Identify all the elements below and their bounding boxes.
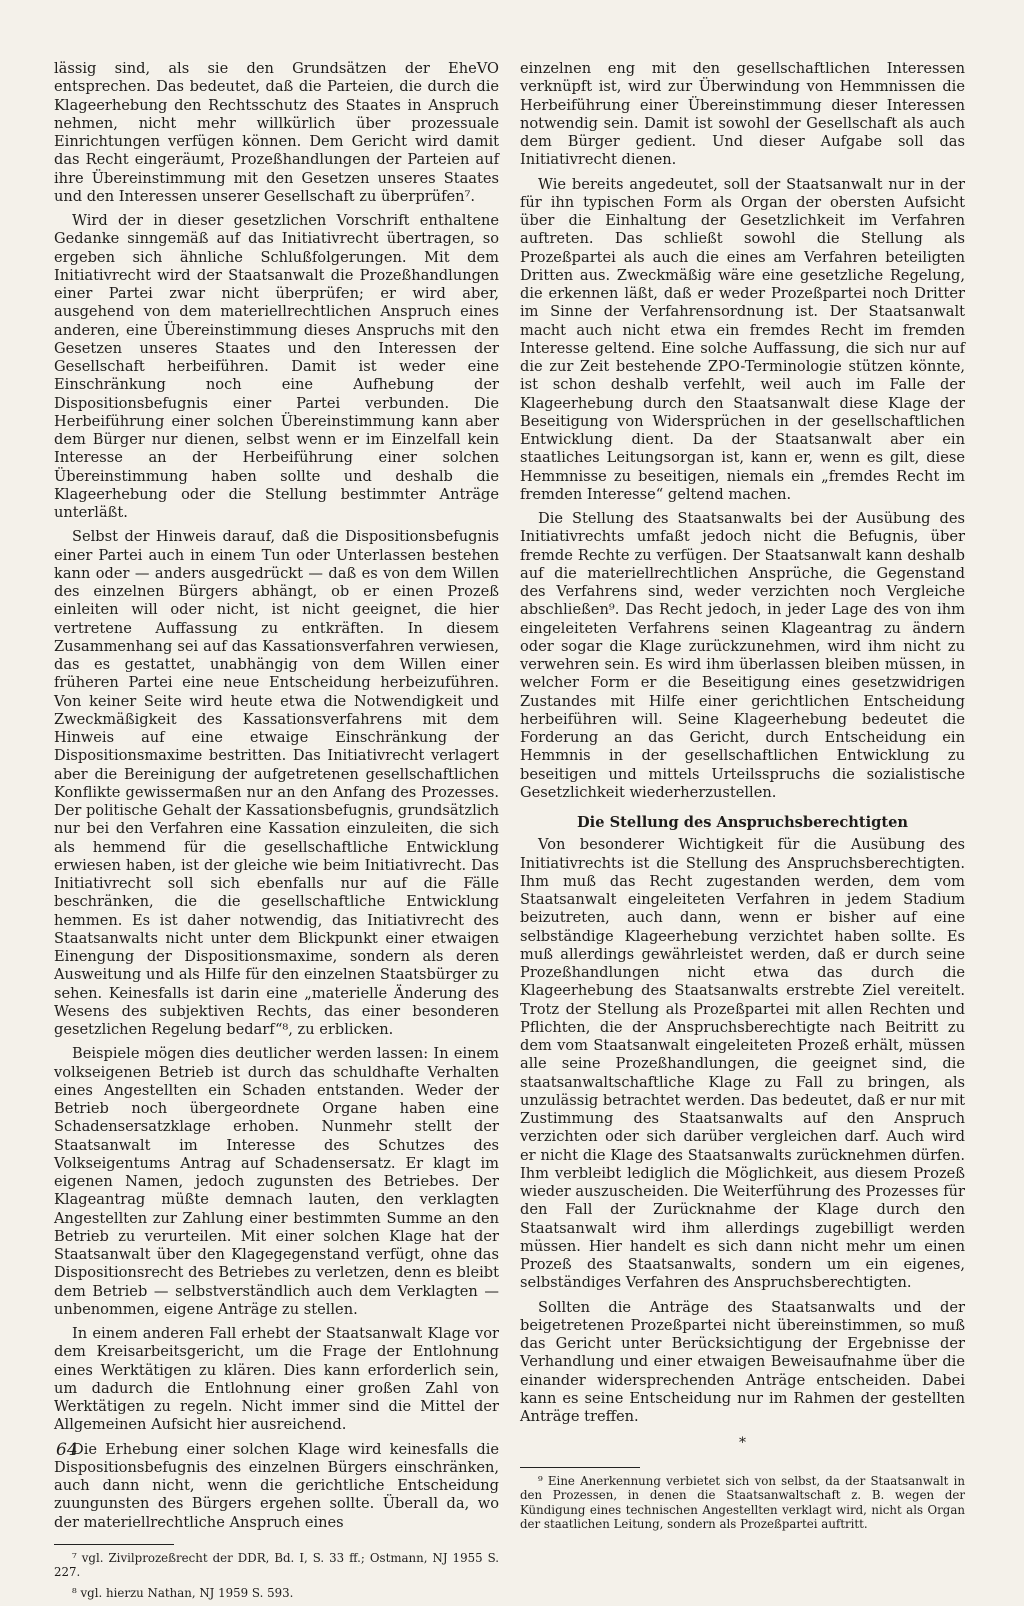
- paragraph: Sollten die Anträge des Staatsanwalts und der beigetretenen Prozeßpartei nicht übereinstimmen, so muß das Gericht unter Berücksichtigung der Ergebnisse der Verhandlung und einer etwaigen Beweisaufnahme über die einander widersprechenden Anträge entscheiden. Dabei kann es seine Entscheidung nur im Rahmen der gestellten Anträge treffen.: [520, 1298, 965, 1425]
- paragraph: Selbst der Hinweis darauf, daß die Dispositionsbefugnis einer Partei auch in einem Tun oder Unterlassen bestehen kann oder — anders ausgedrückt — daß es von dem Willen des einzelnen Bürgers abhängt, ob er einen Prozeß einleiten will oder nicht, ist nicht geeignet, die hier vertretene Auffassung zu entkräften. In diesem Zusammenhang sei auf das Kassationsverfahren verwiesen, das es gestattet, unabhängig von dem Willen einer früheren Partei eine neue Entscheidung herbeizuführen. Von keiner Seite wird heute etwa die Notwendigkeit und Zweckmäßigkeit des Kassationsverfahrens mit dem Hinweis auf eine etwaige Einschränkung der Dispositionsmaxime bestritten. Das Initiativrecht verlagert aber die Bereinigung der aufgetretenen gesellschaftlichen Konflikte gewissermaßen nur an den Anfang des Prozesses. Der politische Gehalt der Kassationsbefugnis, grundsätzlich nur bei den Verfahren eine Kassation einzuleiten, die sich als hemmend für die gesellschaftliche Entwicklung erwiesen haben, ist der gleiche wie beim Initiativrecht. Das Initiativrecht soll sich ebenfalls nur auf die Fälle beschränken, die die gesellschaftliche Entwicklung hemmen. Es ist daher notwendig, das Initiativrecht des Staatsanwalts nicht unter dem Blickpunkt einer etwaigen Einengung der Dispositionsmaxime, sondern als deren Ausweitung und als Hilfe für den einzelnen Staatsbürger zu sehen. Keinesfalls ist darin eine „materielle Änderung des Wesens des subjektiven Rechts, das einer besonderen gesetzlichen Regelung bedarf“⁸, zu erblicken.: [54, 528, 499, 1038]
- paragraph: Von besonderer Wichtigkeit für die Ausübung des Initiativrechts ist die Stellung des Anspruchsberechtigten. Ihm muß das Recht zugestanden werden, dem vom Staatsanwalt eingeleiteten Verfahren in jedem Stadium beizutreten, auch dann, wenn er bisher auf eine selbständige Klageerhebung verzichtet haben sollte. Es muß allerdings gewährleistet werden, daß er durch seine Prozeßhandlungen nicht etwa das durch die Klageerhebung des Staatsanwalts erstrebte Ziel vereitelt. Trotz der Stellung als Prozeßpartei mit allen Rechten und Pflichten, die der Anspruchsberechtigte nach Beitritt zu dem vom Staatsanwalt eingeleiteten Prozeß erhält, müssen alle seine Prozeßhandlungen, die geeignet sind, die staatsanwaltschaftliche Klage zu Fall zu bringen, als unzulässig betrachtet werden. Das bedeutet, daß er nur mit Zustimmung des Staatsanwalts auf den Anspruch verzichten oder sich darüber vergleichen darf. Auch wird er nicht die Klage des Staatsanwalts zurücknehmen dürfen. Ihm verbleibt lediglich die Möglichkeit, aus diesem Prozeß wieder auszuscheiden. Die Weiterführung des Prozesses für den Fall der Zurücknahme der Klage durch den Staatsanwalt wird ihm allerdings zugebilligt werden müssen. Hier handelt es sich dann nicht mehr um einen Prozeß des Staatsanwalts, sondern um ein eigenes, selbständiges Verfahren des Anspruchsberechtigten.: [520, 836, 965, 1292]
- paragraph: In einem anderen Fall erhebt der Staatsanwalt Klage vor dem Kreisarbeitsgericht, um die Frage der Entlohnung eines Werktätigen zu klären. Dies kann erforderlich sein, um dadurch die Entlohnung einer großen Zahl von Werktätigen zu regeln. Nicht immer sind die Mittel der Allgemeinen Aufsicht hier ausreichend.: [54, 1325, 499, 1434]
- section-separator: *: [739, 1435, 746, 1452]
- footnote-divider: [520, 1467, 640, 1468]
- paragraph: Die Stellung des Staatsanwalts bei der Ausübung des Initiativrechts umfaßt jedoch nicht die Befugnis, über fremde Rechte zu verfügen. Der Staatsanwalt kann deshalb auf die materiellrechtlichen Ansprüche, die Gegenstand des Verfahrens sind, weder verzichten noch Vergleiche abschließen⁹. Das Recht jedoch, in jeder Lage des von ihm eingeleiteten Verfahrens seinen Klageantrag zu ändern oder sogar die Klage zurückzunehmen, wird ihm nicht zu verwehren sein. Es wird ihm überlassen bleiben müssen, in welcher Form er die Beseitigung eines gesetzwidrigen Zustandes mit Hilfe einer gerichtlichen Entscheidung herbeiführen will. Seine Klageerhebung bedeutet die Forderung an das Gericht, durch Entscheidung ein Hemmnis in der gesellschaftlichen Entwicklung zu beseitigen und mittels Urteilsspruchs die sozialistische Gesetzlichkeit wiederherzustellen.: [520, 510, 965, 801]
- right-column: [520, 60, 965, 1538]
- left-column: [54, 60, 499, 1606]
- paragraph: lässig sind, als sie den Grundsätzen der EheVO entsprechen. Das bedeutet, daß die Parteien, die durch die Klageerhebung den Rechtsschutz des Staates in Anspruch nehmen, nicht mehr willkürlich über prozessuale Einrichtungen verfügen können. Dem Gericht wird damit das Recht eingeräumt, Prozeßhandlungen der Parteien auf ihre Übereinstimmung mit den Gesetzen unseres Staates und den Interessen unserer Gesellschaft zu überprüfen⁷.: [54, 60, 499, 205]
- page-number: 64: [56, 1440, 78, 1460]
- footnote: ⁸ vgl. hierzu Nathan, NJ 1959 S. 593.: [72, 1585, 294, 1600]
- paragraph: Beispiele mögen dies deutlicher werden lassen: In einem volkseigenen Betrieb ist durch das schuldhafte Verhalten eines Angestellten ein Schaden entstanden. Weder der Betrieb noch übergeordnete Organe haben eine Schadensersatzklage erhoben. Nunmehr stellt der Staatsanwalt im Interesse des Schutzes des Volkseigentums Antrag auf Schadensersatz. Er klagt im eigenen Namen, jedoch zugunsten des Betriebes. Der Klageantrag müßte demnach lauten, den verklagten Angestellten zur Zahlung einer bestimmten Summe an den Betrieb zu verurteilen. Mit einer solchen Klage hat der Staatsanwalt über den Klagegegenstand verfügt, ohne das Dispositionsrecht des Betriebes zu verletzen, denn es bleibt dem Betrieb — selbstverständlich auch dem Verklagten — unbenommen, eigene Anträge zu stellen.: [54, 1045, 499, 1318]
- paragraph: Wird der in dieser gesetzlichen Vorschrift enthaltene Gedanke sinngemäß auf das Initiativrecht übertragen, so ergeben sich ähnliche Schlußfolgerungen. Mit dem Initiativrecht wird der Staatsanwalt die Prozeßhandlungen einer Partei zwar nicht überprüfen; er wird aber, ausgehend von dem materiellrechtlichen Anspruch eines anderen, eine Übereinstimmung dieses Anspruchs mit den Gesetzen unseres Staates und den Interessen der Gesellschaft herbeiführen. Damit ist weder eine Einschränkung noch eine Aufhebung der Dispositionsbefugnis einer Partei verbunden. Die Herbeiführung einer solchen Übereinstimmung kann aber dem Bürger nur dienen, selbst wenn er im Einzelfall kein Interesse an der Herbeiführung einer solchen Übereinstimmung haben sollte und deshalb die Klageerhebung oder die Stellung bestimmter Anträge unterläßt.: [54, 212, 499, 521]
- footnote-divider: [54, 1544, 174, 1545]
- footnote: ⁹ Eine Anerkennung verbietet sich von selbst, da der Staatsanwalt in den Prozessen, in denen die Staatsanwaltschaft z. B. wegen der Kündigung eines technischen Angestellten verklagt wird, nicht als Organ der staatlichen Leitung, sondern als Prozeßpartei auftritt.: [520, 1473, 965, 1531]
- section-heading: Die Stellung des Anspruchsberechtigten: [577, 814, 908, 831]
- paragraph: Wie bereits angedeutet, soll der Staatsanwalt nur in der für ihn typischen Form als Organ der obersten Aufsicht über die Einhaltung der Gesetzlichkeit im Verfahren auftreten. Das schließt sowohl die Stellung als Prozeßpartei als auch die eines am Verfahren beteiligten Dritten aus. Zweckmäßig wäre eine gesetzliche Regelung, die erkennen läßt, daß er weder Prozeßpartei noch Dritter im Sinne der Verfahrensordnung ist. Der Staatsanwalt macht auch nicht etwa ein fremdes Recht im fremden Interesse geltend. Eine solche Auffassung, die sich nur auf die zur Zeit bestehende ZPO-Terminologie stützen könnte, ist schon deshalb verfehlt, weil auch im Falle der Klageerhebung durch den Staatsanwalt diese Klage der Beseitigung von Widersprüchen in der gesellschaftlichen Entwicklung dient. Da der Staatsanwalt aber ein staatliches Leitungsorgan ist, kann er, wenn es gilt, diese Hemmnisse zu beseitigen, niemals ein „fremdes Recht im fremden Interesse“ geltend machen.: [520, 175, 965, 503]
- paragraph: Die Erhebung einer solchen Klage wird keinesfalls die Dispositionsbefugnis des einzelnen Bürgers einschränken, auch dann nicht, wenn die gerichtliche Entscheidung zuungunsten des Bürgers ergehen sollte. Überall da, wo der materiellrechtliche Anspruch eines: [54, 1440, 499, 1531]
- footnote: ⁷ vgl. Zivilprozeßrecht der DDR, Bd. I, S. 33 ff.; Ostmann, NJ 1955 S. 227.: [54, 1550, 499, 1580]
- paragraph: einzelnen eng mit den gesellschaftlichen Interessen verknüpft ist, wird zur Überwindung von Hemmnissen die Herbeiführung einer Übereinstimmung dieser Interessen notwendig sein. Damit ist sowohl der Gesellschaft als auch dem Bürger gedient. Und dieser Aufgabe soll das Initiativrecht dienen.: [520, 60, 965, 169]
